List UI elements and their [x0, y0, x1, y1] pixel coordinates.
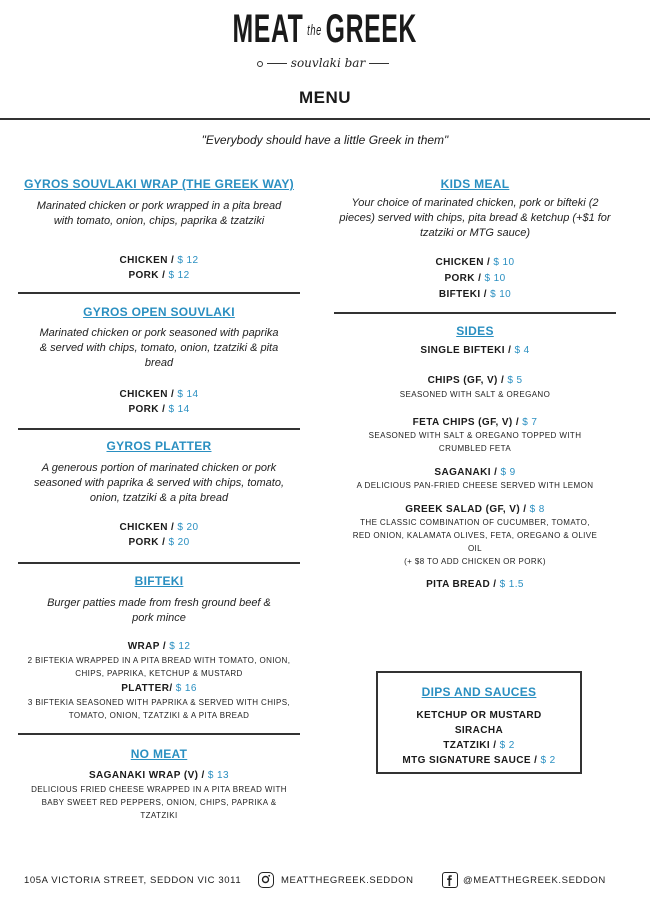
footer-address: 105A VICTORIA STREET, SEDDON VIC 3011 — [24, 875, 242, 886]
greek-salad-extra: (+ $8 TO ADD CHICKEN OR PORK) — [404, 557, 546, 566]
item-price: $ 14 — [177, 389, 199, 400]
gyros-platter-chicken — [18, 520, 300, 535]
dash-ornament — [267, 63, 287, 64]
logo — [0, 6, 650, 54]
item-price: $ 12 — [168, 270, 190, 281]
logo-subtitle-text: souvlaki bar — [290, 56, 366, 70]
item-name: TZATZIKI / — [443, 740, 497, 751]
tagline: "Everybody should have a little Greek in them" — [201, 133, 449, 147]
saganaki-wrap-note: DELICIOUS FRIED CHEESE WRAPPED IN A PITA BREAD WITH BABY SWEET RED PEPPERS, ONION, CHIPS, PAPRIKA & TZATZIKI — [31, 785, 287, 820]
section-divider — [334, 312, 616, 314]
item-price: $ 2 — [499, 740, 515, 751]
ketchup-or-mustard: KETCHUP OR MUSTARD — [416, 710, 542, 721]
item-name: SAGANAKI WRAP (V) / — [88, 770, 205, 781]
item-price: $ 20 — [177, 522, 199, 533]
footer-instagram[interactable]: MEATTHEGREEK.SEDDON — [281, 875, 414, 886]
item-name: CHICKEN / — [435, 257, 491, 268]
feta-chips — [334, 415, 616, 430]
logo-greek: GREEK — [325, 7, 418, 51]
section-divider — [18, 562, 300, 564]
greek-salad-note: THE CLASSIC COMBINATION OF CUCUMBER, TOMATO, RED ONION, KALAMATA OLIVES, FETA, OREGANO & OLIVE OIL — [352, 518, 598, 553]
gyros-open-heading: GYROS OPEN SOUVLAKI — [83, 305, 235, 319]
kids-meal-bifteki — [334, 287, 616, 302]
gyros-open-pork — [18, 402, 300, 417]
section-divider — [18, 292, 300, 294]
item-price: $ 4 — [514, 345, 530, 356]
siracha: SIRACHA — [454, 725, 504, 736]
saganaki — [334, 465, 616, 480]
menu-title: MENU — [298, 88, 352, 107]
gyros-platter-pork — [18, 535, 300, 550]
tzatziki — [378, 738, 580, 753]
item-price: $ 10 — [490, 289, 512, 300]
bifteki-description: Burger patties made from fresh ground beef & pork mince — [47, 597, 271, 624]
greek-salad — [334, 502, 616, 517]
header-divider — [0, 118, 650, 120]
kids-meal-pork — [334, 271, 616, 286]
dips-box — [376, 671, 582, 774]
item-name: PORK / — [128, 270, 166, 281]
item-name: GREEK SALAD (GF, V) / — [405, 504, 527, 515]
bifteki-platter — [18, 681, 300, 696]
gyros-wrap-heading: GYROS SOUVLAKI WRAP (THE GREEK WAY) — [24, 177, 294, 191]
gyros-platter-heading: GYROS PLATTER — [106, 439, 212, 453]
item-name: CHICKEN / — [119, 389, 175, 400]
kids-meal-heading: KIDS MEAL — [440, 177, 510, 191]
item-name: WRAP / — [127, 641, 167, 652]
dips-heading: DIPS AND SAUCES — [421, 685, 537, 699]
item-name: PLATTER/ — [121, 683, 173, 694]
single-bifteki — [334, 343, 616, 358]
pita-bread — [334, 577, 616, 592]
bifteki-heading: BIFTEKI — [134, 574, 184, 588]
item-name: PORK / — [128, 404, 166, 415]
section-divider — [18, 428, 300, 430]
gyros-wrap-chicken — [18, 253, 300, 268]
footer-facebook[interactable]: @MEATTHEGREEK.SEDDON — [463, 875, 606, 886]
kids-meal-description: Your choice of marinated chicken, pork or bifteki (2 pieces) served with chips, pita bread & ketchup (+$1 for tzatziki or MTG sauce) — [339, 197, 611, 239]
item-price: $ 12 — [177, 255, 199, 266]
logo-wordmark — [233, 6, 417, 54]
logo-meat: MEAT — [232, 7, 304, 51]
item-price: $ 9 — [500, 467, 516, 478]
footer — [0, 872, 650, 892]
item-name: MTG SIGNATURE SAUCE / — [402, 755, 538, 766]
logo-the: the — [307, 22, 323, 40]
gyros-wrap-pork — [18, 268, 300, 283]
no-meat-heading: NO MEAT — [130, 747, 188, 761]
gyros-open-chicken — [18, 387, 300, 402]
item-price: $ 5 — [507, 375, 523, 386]
item-price: $ 13 — [207, 770, 229, 781]
item-name: CHIPS (GF, V) / — [427, 375, 505, 386]
item-price: $ 20 — [168, 537, 190, 548]
item-name: PORK / — [128, 537, 166, 548]
dash-ornament — [369, 63, 389, 64]
feta-chips-note: SEASONED WITH SALT & OREGANO TOPPED WITH CRUMBLED FETA — [368, 431, 582, 453]
item-name: SAGANAKI / — [434, 467, 498, 478]
item-name: SINGLE BIFTEKI / — [420, 345, 512, 356]
gyros-open-description: Marinated chicken or pork seasoned with paprika & served with chips, tomato, onion, tzatziki & pita bread — [39, 327, 279, 369]
item-name: CHICKEN / — [119, 255, 175, 266]
item-price: $ 12 — [169, 641, 191, 652]
item-price: $ 10 — [493, 257, 515, 268]
bifteki-wrap-note: 2 BIFTEKIA WRAPPED IN A PITA BREAD WITH TOMATO, ONION, CHIPS, PAPRIKA, KETCHUP & MUSTARD — [27, 656, 291, 678]
item-price: $ 10 — [484, 273, 506, 284]
bifteki-platter-note: 3 BIFTEKIA SEASONED WITH PAPRIKA & SERVED WITH CHIPS, TOMATO, ONION, TZATZIKI & A PITA BREAD — [27, 698, 291, 720]
item-name: BIFTEKI / — [438, 289, 487, 300]
section-divider — [18, 733, 300, 735]
facebook-icon — [442, 872, 458, 888]
item-price: $ 1.5 — [499, 579, 524, 590]
item-price: $ 8 — [529, 504, 545, 515]
item-price: $ 7 — [522, 417, 538, 428]
item-name: FETA CHIPS (GF, V) / — [412, 417, 520, 428]
gyros-platter-description: A generous portion of marinated chicken or pork seasoned with paprika & served with chips, tomato, onion, tzatziki & a pita bread — [33, 462, 285, 504]
mtg-signature-sauce — [378, 753, 580, 768]
kids-meal-chicken — [334, 255, 616, 270]
item-price: $ 14 — [168, 404, 190, 415]
sides-heading: SIDES — [456, 324, 494, 338]
item-name: CHICKEN / — [119, 522, 175, 533]
ring-ornament-icon — [257, 61, 263, 67]
item-name: PORK / — [444, 273, 482, 284]
item-name: PITA BREAD / — [426, 579, 497, 590]
item-price: $ 16 — [175, 683, 197, 694]
gyros-wrap-description: Marinated chicken or pork wrapped in a pita bread with tomato, onion, chips, paprika & tzatziki — [36, 200, 282, 227]
item-price: $ 2 — [540, 755, 556, 766]
chips — [334, 373, 616, 388]
logo-subtitle — [0, 56, 650, 70]
saganaki-wrap — [18, 768, 300, 783]
instagram-icon — [258, 872, 274, 888]
bifteki-wrap — [18, 639, 300, 654]
chips-note: SEASONED WITH SALT & OREGANO — [399, 390, 551, 399]
saganaki-note: A DELICIOUS PAN-FRIED CHEESE SERVED WITH LEMON — [356, 481, 594, 490]
